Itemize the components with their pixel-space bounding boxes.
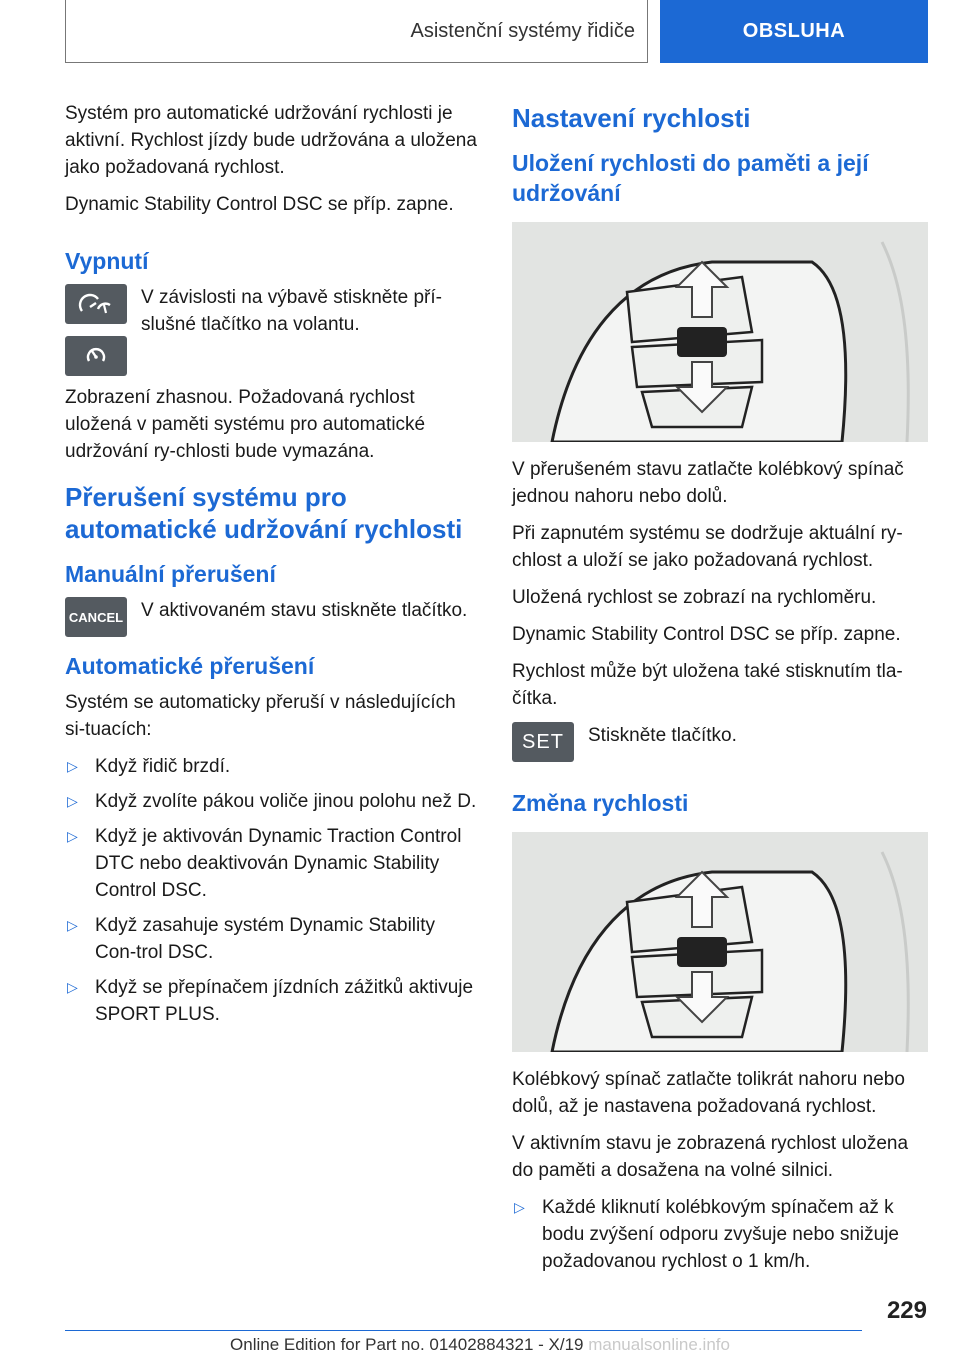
vypnuti-instruction: V závislosti na výbavě stiskněte pří-slušné tlačítko na volantu.: [141, 287, 442, 335]
heading-zmena: Změna rychlosti: [512, 790, 689, 816]
page-header: [65, 0, 928, 63]
automaticke-list: [65, 753, 480, 1028]
manualni-block: [65, 597, 480, 637]
footer-edition: [0, 1335, 960, 1355]
section-title: Asistenční systémy řidiče: [65, 0, 648, 63]
list-item: ▷ Když zvolíte pákou voliče jinou polohu než D.: [65, 788, 480, 815]
triangle-bullet-icon: ▷: [514, 1199, 525, 1215]
heading-automaticke: Automatické přerušení: [65, 653, 315, 679]
heading-preruseni: Přerušení systému pro automatické udržování rychlosti: [65, 482, 463, 544]
manualni-instruction: V aktivovaném stavu stiskněte tlačítko.: [141, 600, 468, 621]
chapter-tab[interactable]: OBSLUHA: [660, 0, 928, 63]
vypnuti-icons: [65, 284, 127, 376]
paragraph: Systém pro automatické udržování rychlosti je aktivní. Rychlost jízdy bude udržována a uložena jako požadovaná rychlost.: [65, 103, 477, 178]
set-instruction: Stiskněte tlačítko.: [588, 725, 737, 746]
steering-wheel-rocker-illustration: [512, 222, 928, 442]
footer-watermark: [230, 1335, 730, 1354]
triangle-bullet-icon: ▷: [67, 917, 78, 933]
page-number: 229: [886, 1297, 927, 1324]
footer-watermark-suffix: manualsonline.info: [583, 1335, 730, 1354]
paragraph: V aktivním stavu je zobrazená rychlost uložena do paměti a dosažena na volné silnici.: [512, 1133, 909, 1181]
heading-nastaveni: Nastavení rychlosti: [512, 103, 751, 133]
cruise-control-off-icon: [65, 284, 127, 324]
steering-wheel-rocker-illustration: [512, 832, 928, 1052]
right-column: [512, 100, 927, 1283]
heading-vypnuti: Vypnutí: [65, 248, 149, 274]
paragraph: Rychlost může být uložena také stisknutím tla-čítka.: [512, 661, 903, 709]
triangle-bullet-icon: ▷: [67, 793, 78, 809]
paragraph: Uložená rychlost se zobrazí na rychloměru.: [512, 587, 877, 608]
speed-limiter-icon: [65, 336, 127, 376]
list-item: ▷ Když zasahuje systém Dynamic Stability Con-trol DSC.: [65, 912, 480, 966]
vypnuti-block: [65, 284, 480, 376]
set-button-icon: SET: [512, 722, 574, 762]
paragraph: Systém se automaticky přeruší v následujících si-tuacích:: [65, 692, 456, 740]
paragraph: Kolébkový spínač zatlačte tolikrát nahoru nebo dolů, až je nastavena požadovaná rychlost.: [512, 1069, 905, 1117]
triangle-bullet-icon: ▷: [67, 979, 78, 995]
heading-manualni: Manuální přerušení: [65, 561, 276, 587]
set-block: [512, 722, 927, 762]
zmena-list: [512, 1194, 927, 1275]
paragraph: Při zapnutém systému se dodržuje aktuální ry-chlost a uloží se jako požadovaná rychlost.: [512, 523, 903, 571]
footer-edition-text: Online Edition for Part no. 01402884321 - X/19: [230, 1335, 584, 1354]
paragraph: Dynamic Stability Control DSC se příp. zapne.: [65, 194, 454, 215]
triangle-bullet-icon: ▷: [67, 758, 78, 774]
list-item: ▷ Každé kliknutí kolébkovým spínačem až k bodu zvýšení odporu zvyšuje nebo snižuje požadovanou rychlost o 1 km/h.: [512, 1194, 927, 1275]
paragraph: Dynamic Stability Control DSC se příp. zapne.: [512, 624, 901, 645]
cancel-button-icon: CANCEL: [65, 597, 127, 637]
list-item: ▷ Když je aktivován Dynamic Traction Control DTC nebo deaktivován Dynamic Stability Control DSC.: [65, 823, 480, 904]
paragraph: Zobrazení zhasnou. Požadovaná rychlost uložená v paměti systému pro automatické udržování ry-chlosti bude vymazána.: [65, 387, 426, 462]
triangle-bullet-icon: ▷: [67, 828, 78, 844]
list-item: ▷ Když se přepínačem jízdních zážitků aktivuje SPORT PLUS.: [65, 974, 480, 1028]
list-item: ▷ Když řidič brzdí.: [65, 753, 480, 780]
footer-divider: [65, 1330, 862, 1331]
paragraph: V přerušeném stavu zatlačte kolébkový spínač jednou nahoru nebo dolů.: [512, 459, 904, 507]
heading-ulozeni: Uložení rychlosti do paměti a její udržování: [512, 150, 869, 206]
left-column: [65, 100, 480, 1036]
